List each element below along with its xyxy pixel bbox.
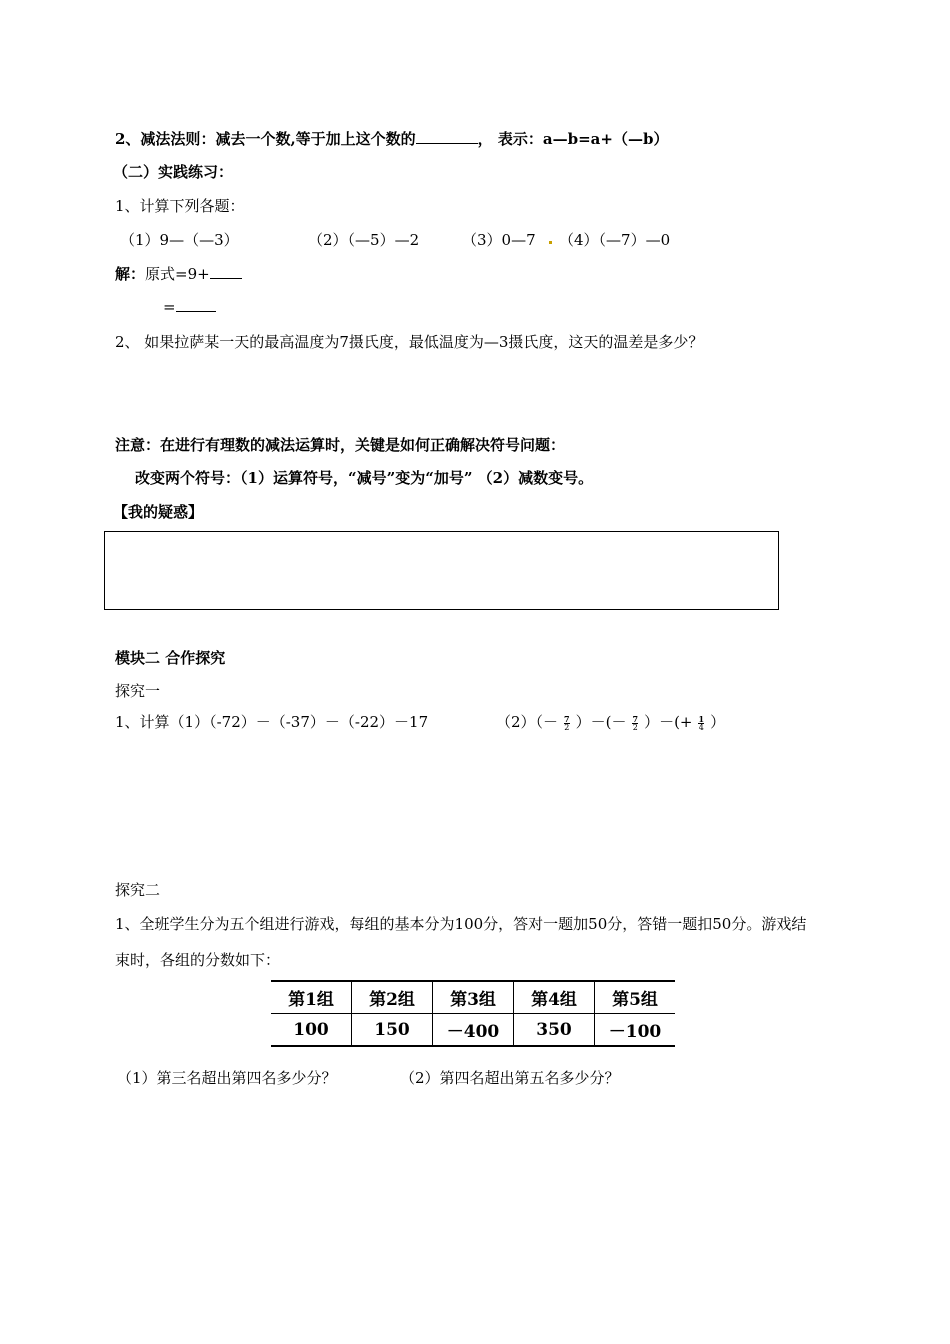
fraction-2-den: 2 [632, 722, 638, 732]
table-header-cell: 第1组 [271, 981, 352, 1014]
q1-item-1: （1）9—（—3） [120, 231, 239, 249]
rule-text-prefix: 2、减法法则：减去一个数,等于加上这个数的 [115, 130, 416, 148]
subtraction-rule [115, 128, 668, 149]
q1-item-4: （4）（—7）—0 [559, 231, 671, 249]
table-cell: 350 [514, 1014, 595, 1047]
note-line-2: 改变两个符号：（1）运算符号，“减号”变为“加号” （2）减数变号。 [135, 469, 594, 487]
fraction-1-num: 7 [564, 713, 570, 724]
rule-text-suffix: ， 表示：a—b=a+（—b） [477, 130, 669, 148]
explore2-subquestion-1: （1）第三名超出第四名多少分？ [117, 1069, 337, 1087]
fraction-3-num: 1 [698, 713, 705, 724]
practice-heading: （二）实践练习： [113, 163, 234, 181]
q1-item-2: （2）（—5）—2 [308, 231, 420, 249]
solution-blank-1[interactable] [210, 264, 242, 279]
fraction-1-den: 2 [564, 722, 570, 732]
table-cell: 150 [352, 1014, 433, 1047]
solution-text-1: 原式=9+ [145, 265, 210, 283]
solution-line-2 [163, 297, 216, 316]
fraction-3-den: 4 [698, 722, 704, 732]
table-cell: 100 [271, 1014, 352, 1047]
explore2-title: 探究二 [115, 881, 161, 899]
table-header-cell: 第3组 [433, 981, 514, 1014]
q2-close: ） [710, 713, 726, 731]
answer-blank[interactable] [416, 129, 478, 144]
scores-table [271, 980, 675, 1047]
solution-blank-2[interactable] [176, 297, 216, 312]
solution-text-2: = [163, 298, 176, 316]
table-cell: －400 [433, 1014, 514, 1047]
table-header-cell: 第2组 [352, 981, 433, 1014]
fraction-1 [564, 715, 570, 732]
explore2-subquestion-2: （2）第四名超出第五名多少分？ [400, 1069, 620, 1087]
q2-mid-1: ）－(－ [575, 713, 627, 731]
decorative-dot [549, 241, 552, 244]
q2-mid-2: ）－(+ [644, 713, 693, 731]
explore2-paragraph-line-1: 1、全班学生分为五个组进行游戏，每组的基本分为100分，答对一题加50分，答错一题扣50分。游戏结 [115, 915, 807, 933]
q1-item-3: （3）0—7 [462, 231, 536, 249]
table-header-row [271, 981, 675, 1014]
q2-text: 2、 如果拉萨某一天的最高温度为7摄氏度，最低温度为—3摄氏度，这天的温差是多少？ [115, 333, 704, 351]
table-header-cell: 第5组 [595, 981, 676, 1014]
explore1-question-2 [496, 711, 725, 732]
note-line-1: 注意：在进行有理数的减法运算时，关键是如何正确解决符号问题： [115, 436, 566, 454]
solution-line-1 [115, 263, 242, 284]
q1-title: 1、计算下列各题： [115, 197, 245, 215]
doubt-heading: 【我的疑惑】 [113, 503, 204, 521]
fraction-3 [698, 715, 704, 732]
table-cell: －100 [595, 1014, 676, 1047]
table-row [271, 1014, 675, 1047]
solution-label: 解： [115, 265, 146, 283]
fraction-2-num: 7 [632, 713, 639, 724]
explore2-paragraph-line-2: 束时，各组的分数如下： [115, 951, 281, 969]
explore1-title: 探究一 [115, 682, 161, 700]
explore1-question-1: 1、计算（1）（-72）－（-37）－（-22）－17 [115, 713, 429, 731]
q2-open: （2）（－ [496, 713, 559, 731]
module2-heading: 模块二 合作探究 [115, 649, 226, 667]
doubt-box[interactable] [104, 531, 779, 610]
table-header-cell: 第4组 [514, 981, 595, 1014]
fraction-2 [632, 715, 638, 732]
